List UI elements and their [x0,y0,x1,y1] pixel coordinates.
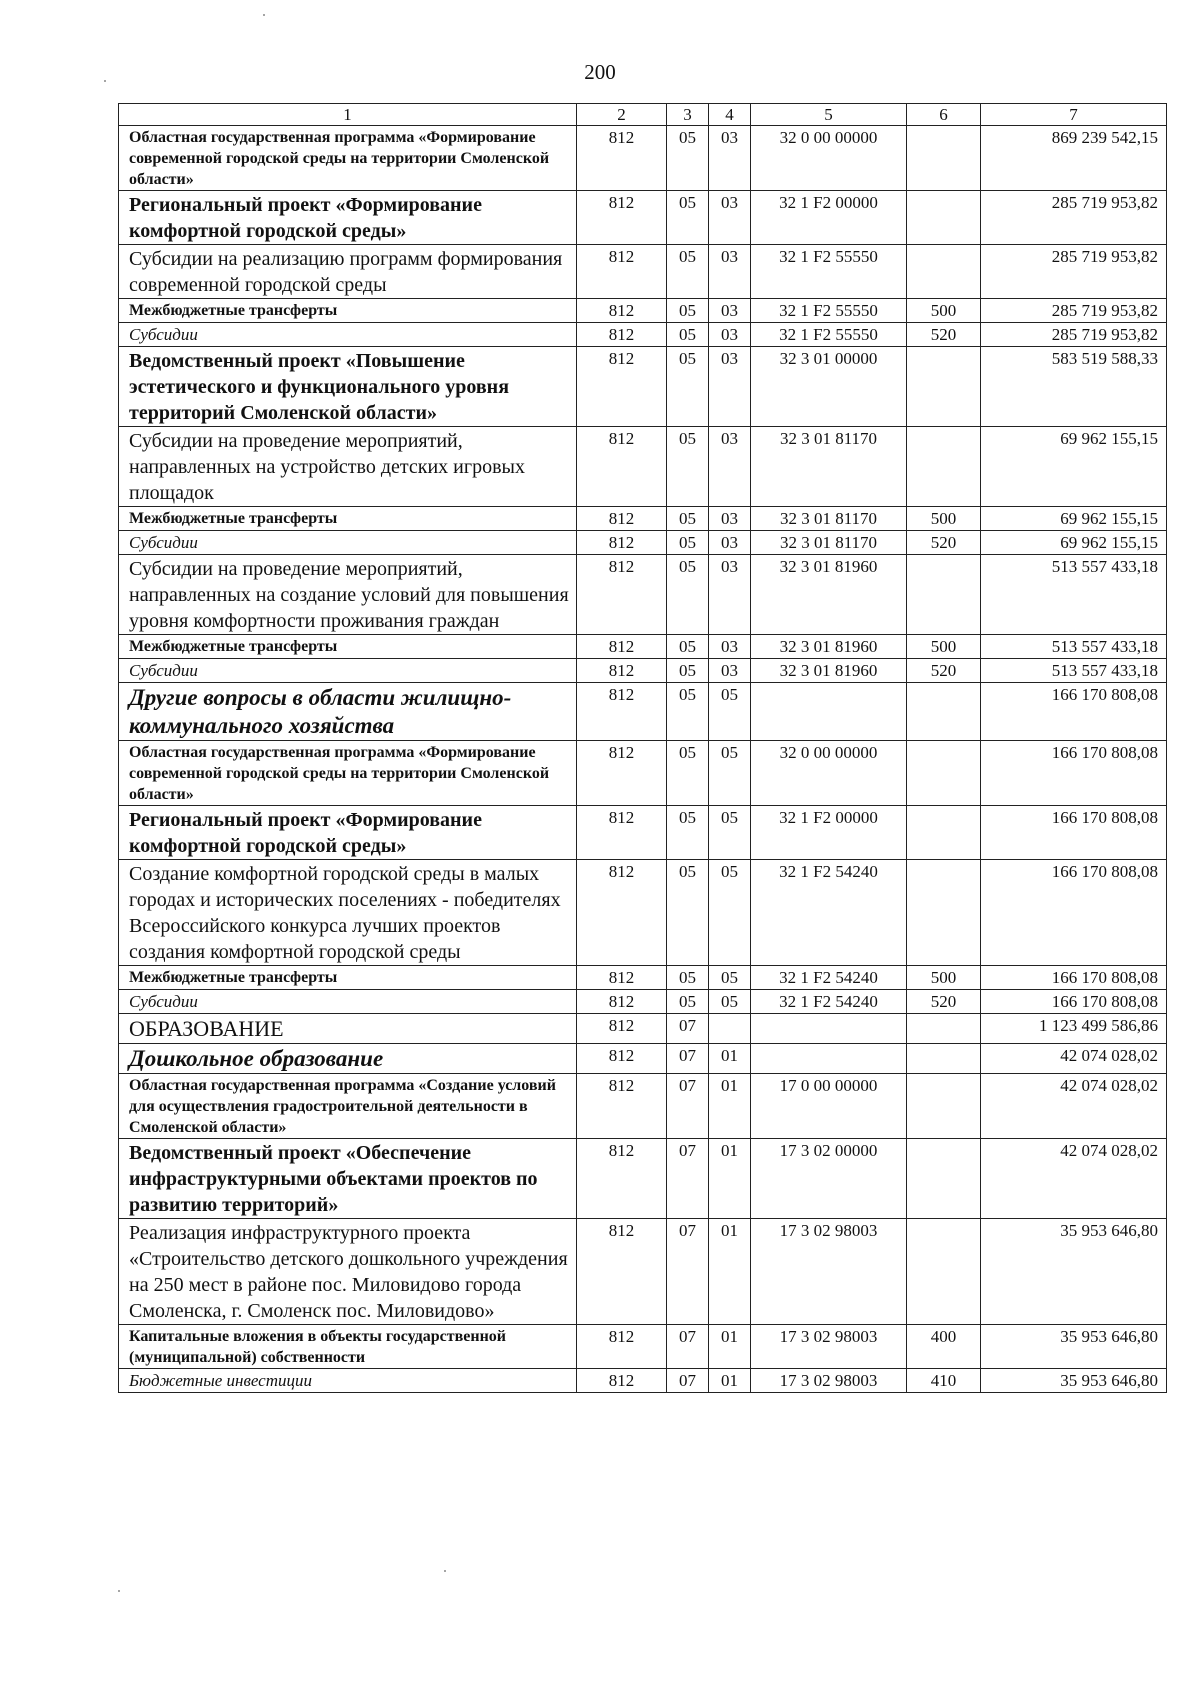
row-admin-code-cell: 812 [577,1219,667,1325]
row-subsection-cell: 01 [709,1325,751,1369]
row-name-cell: Субсидии на проведение мероприятий, направленных на создание условий для повышения уровня комфортности проживания граждан [119,555,577,635]
row-name-cell: Другие вопросы в области жилищно-коммунального хозяйства [119,683,577,741]
row-expense-type-cell [907,1044,981,1074]
row-subsection-cell: 03 [709,299,751,323]
row-expense-type-cell: 520 [907,659,981,683]
row-admin-code-cell: 812 [577,741,667,806]
table-header-row [119,104,1167,126]
row-expense-type-cell [907,245,981,299]
table-row [119,1139,1167,1219]
table-row [119,191,1167,245]
row-amount-cell: 166 170 808,08 [981,741,1167,806]
row-expense-type-cell [907,806,981,860]
row-target-article-cell: 17 3 02 00000 [751,1139,907,1219]
row-section-cell: 05 [667,659,709,683]
row-expense-type-cell [907,427,981,507]
row-admin-code-cell: 812 [577,323,667,347]
row-target-article-cell: 17 3 02 98003 [751,1325,907,1369]
page-number: 200 [584,60,616,84]
row-section-cell: 05 [667,126,709,191]
row-amount-cell: 69 962 155,15 [981,531,1167,555]
row-subsection-cell: 05 [709,966,751,990]
row-subsection-cell: 01 [709,1074,751,1139]
row-expense-type-cell [907,1219,981,1325]
table-row [119,1219,1167,1325]
table-row [119,990,1167,1014]
row-name-cell: Субсидии [119,531,577,555]
row-section-cell: 05 [667,299,709,323]
row-amount-cell: 69 962 155,15 [981,427,1167,507]
row-amount-cell: 285 719 953,82 [981,323,1167,347]
row-expense-type-cell: 500 [907,507,981,531]
row-section-cell: 05 [667,427,709,507]
row-expense-type-cell [907,860,981,966]
row-target-article-cell: 32 3 01 81960 [751,659,907,683]
header-cell: 3 [667,104,709,126]
table-row [119,966,1167,990]
row-admin-code-cell: 812 [577,1139,667,1219]
row-name-cell: Межбюджетные трансферты [119,507,577,531]
row-target-article-cell: 32 3 01 00000 [751,347,907,427]
row-amount-cell: 42 074 028,02 [981,1074,1167,1139]
table-row [119,427,1167,507]
table-row [119,635,1167,659]
row-subsection-cell: 03 [709,635,751,659]
row-section-cell: 05 [667,531,709,555]
row-amount-cell: 513 557 433,18 [981,635,1167,659]
row-section-cell: 05 [667,806,709,860]
row-admin-code-cell: 812 [577,191,667,245]
row-expense-type-cell [907,683,981,741]
row-name-cell: Капитальные вложения в объекты государственной (муниципальной) собственности [119,1325,577,1369]
row-admin-code-cell: 812 [577,659,667,683]
row-name-cell: Межбюджетные трансферты [119,966,577,990]
row-section-cell: 05 [667,347,709,427]
row-section-cell: 05 [667,245,709,299]
row-admin-code-cell: 812 [577,427,667,507]
row-amount-cell: 166 170 808,08 [981,683,1167,741]
row-admin-code-cell: 812 [577,347,667,427]
row-expense-type-cell: 500 [907,635,981,659]
table-row [119,860,1167,966]
row-target-article-cell: 32 1 F2 54240 [751,966,907,990]
row-expense-type-cell [907,741,981,806]
table-row [119,1074,1167,1139]
row-expense-type-cell [907,347,981,427]
table-row [119,1044,1167,1074]
header-cell: 6 [907,104,981,126]
row-target-article-cell: 32 0 00 00000 [751,126,907,191]
row-target-article-cell [751,1044,907,1074]
row-admin-code-cell: 812 [577,1074,667,1139]
row-amount-cell: 42 074 028,02 [981,1139,1167,1219]
header-cell: 7 [981,104,1167,126]
row-admin-code-cell: 812 [577,1369,667,1393]
row-admin-code-cell: 812 [577,806,667,860]
row-target-article-cell: 32 1 F2 55550 [751,323,907,347]
table-row [119,555,1167,635]
row-target-article-cell: 32 3 01 81170 [751,507,907,531]
row-target-article-cell: 32 1 F2 54240 [751,860,907,966]
row-name-cell: Межбюджетные трансферты [119,635,577,659]
row-admin-code-cell: 812 [577,507,667,531]
row-name-cell: Субсидии на проведение мероприятий, направленных на устройство детских игровых площадок [119,427,577,507]
row-section-cell: 05 [667,507,709,531]
row-admin-code-cell: 812 [577,126,667,191]
row-amount-cell: 166 170 808,08 [981,806,1167,860]
header-cell: 2 [577,104,667,126]
row-subsection-cell: 03 [709,126,751,191]
row-target-article-cell: 32 3 01 81960 [751,635,907,659]
row-subsection-cell: 05 [709,860,751,966]
row-admin-code-cell: 812 [577,245,667,299]
row-amount-cell: 513 557 433,18 [981,555,1167,635]
table-row [119,299,1167,323]
table-row [119,741,1167,806]
table-row [119,126,1167,191]
row-subsection-cell: 03 [709,531,751,555]
row-amount-cell: 166 170 808,08 [981,990,1167,1014]
row-subsection-cell: 01 [709,1139,751,1219]
table-row [119,323,1167,347]
row-amount-cell: 1 123 499 586,86 [981,1014,1167,1044]
table-row [119,245,1167,299]
row-amount-cell: 42 074 028,02 [981,1044,1167,1074]
row-name-cell: Бюджетные инвестиции [119,1369,577,1393]
row-section-cell: 07 [667,1139,709,1219]
row-amount-cell: 35 953 646,80 [981,1369,1167,1393]
header-cell: 1 [119,104,577,126]
row-section-cell: 05 [667,741,709,806]
row-subsection-cell: 03 [709,245,751,299]
row-subsection-cell: 03 [709,507,751,531]
row-target-article-cell: 17 3 02 98003 [751,1369,907,1393]
row-amount-cell: 35 953 646,80 [981,1325,1167,1369]
row-target-article-cell: 32 1 F2 00000 [751,806,907,860]
row-name-cell: Ведомственный проект «Обеспечение инфраструктурными объектами проектов по развитию территорий» [119,1139,577,1219]
row-name-cell: Субсидии [119,990,577,1014]
row-target-article-cell: 32 3 01 81170 [751,531,907,555]
row-subsection-cell: 01 [709,1044,751,1074]
row-admin-code-cell: 812 [577,860,667,966]
row-admin-code-cell: 812 [577,635,667,659]
row-section-cell: 07 [667,1014,709,1044]
row-admin-code-cell: 812 [577,1014,667,1044]
table-body [119,104,1167,1393]
row-expense-type-cell [907,126,981,191]
row-name-cell: ОБРАЗОВАНИЕ [119,1014,577,1044]
row-target-article-cell: 32 3 01 81170 [751,427,907,507]
row-expense-type-cell [907,1074,981,1139]
table-row [119,507,1167,531]
row-expense-type-cell: 410 [907,1369,981,1393]
row-name-cell: Субсидии на реализацию программ формирования современной городской среды [119,245,577,299]
row-admin-code-cell: 812 [577,1325,667,1369]
row-subsection-cell [709,1014,751,1044]
row-admin-code-cell: 812 [577,683,667,741]
row-admin-code-cell: 812 [577,966,667,990]
row-name-cell: Региональный проект «Формирование комфортной городской среды» [119,191,577,245]
row-target-article-cell: 32 0 00 00000 [751,741,907,806]
row-subsection-cell: 03 [709,347,751,427]
row-amount-cell: 69 962 155,15 [981,507,1167,531]
row-name-cell: Реализация инфраструктурного проекта «Строительство детского дошкольного учреждения на 250 мест в районе пос. Миловидово города Смоленска, г. Смоленск пос. Миловидово» [119,1219,577,1325]
row-subsection-cell: 03 [709,323,751,347]
table-row [119,683,1167,741]
row-subsection-cell: 01 [709,1369,751,1393]
row-subsection-cell: 05 [709,741,751,806]
row-subsection-cell: 03 [709,555,751,635]
row-name-cell: Дошкольное образование [119,1044,577,1074]
row-expense-type-cell: 400 [907,1325,981,1369]
row-target-article-cell: 17 3 02 98003 [751,1219,907,1325]
row-expense-type-cell: 520 [907,323,981,347]
row-expense-type-cell: 500 [907,966,981,990]
row-subsection-cell: 03 [709,427,751,507]
row-name-cell: Областная государственная программа «Формирование современной городской среды на территории Смоленской области» [119,741,577,806]
row-amount-cell: 285 719 953,82 [981,245,1167,299]
table-row [119,1325,1167,1369]
row-section-cell: 07 [667,1074,709,1139]
row-amount-cell: 285 719 953,82 [981,299,1167,323]
header-cell: 4 [709,104,751,126]
row-amount-cell: 513 557 433,18 [981,659,1167,683]
row-subsection-cell: 05 [709,990,751,1014]
table-row [119,1369,1167,1393]
row-target-article-cell: 32 1 F2 00000 [751,191,907,245]
row-amount-cell: 166 170 808,08 [981,966,1167,990]
row-name-cell: Областная государственная программа «Формирование современной городской среды на территории Смоленской области» [119,126,577,191]
row-amount-cell: 583 519 588,33 [981,347,1167,427]
budget-table [118,103,1167,1393]
row-subsection-cell: 03 [709,659,751,683]
row-section-cell: 07 [667,1369,709,1393]
row-amount-cell: 869 239 542,15 [981,126,1167,191]
row-name-cell: Субсидии [119,323,577,347]
row-target-article-cell: 32 3 01 81960 [751,555,907,635]
scan-speck [444,1570,446,1572]
row-name-cell: Межбюджетные трансферты [119,299,577,323]
row-section-cell: 05 [667,683,709,741]
row-admin-code-cell: 812 [577,531,667,555]
row-expense-type-cell [907,1139,981,1219]
row-subsection-cell: 03 [709,191,751,245]
row-subsection-cell: 05 [709,806,751,860]
scan-speck [263,14,265,16]
row-expense-type-cell [907,1014,981,1044]
row-target-article-cell: 32 1 F2 55550 [751,299,907,323]
row-name-cell: Региональный проект «Формирование комфортной городской среды» [119,806,577,860]
row-name-cell: Ведомственный проект «Повышение эстетического и функционального уровня территорий Смоленской области» [119,347,577,427]
header-cell: 5 [751,104,907,126]
row-section-cell: 05 [667,191,709,245]
scan-speck [104,80,106,82]
row-expense-type-cell: 500 [907,299,981,323]
table-row [119,806,1167,860]
row-section-cell: 05 [667,635,709,659]
row-expense-type-cell: 520 [907,990,981,1014]
table-row [119,347,1167,427]
row-target-article-cell [751,1014,907,1044]
row-name-cell: Субсидии [119,659,577,683]
table-row [119,1014,1167,1044]
row-section-cell: 07 [667,1219,709,1325]
row-section-cell: 05 [667,555,709,635]
row-subsection-cell: 01 [709,1219,751,1325]
row-target-article-cell: 17 0 00 00000 [751,1074,907,1139]
row-target-article-cell [751,683,907,741]
row-expense-type-cell [907,191,981,245]
row-admin-code-cell: 812 [577,555,667,635]
row-section-cell: 05 [667,990,709,1014]
row-subsection-cell: 05 [709,683,751,741]
row-section-cell: 07 [667,1325,709,1369]
row-target-article-cell: 32 1 F2 55550 [751,245,907,299]
row-admin-code-cell: 812 [577,1044,667,1074]
row-expense-type-cell: 520 [907,531,981,555]
row-name-cell: Создание комфортной городской среды в малых городах и исторических поселениях - победителях Всероссийского конкурса лучших проектов создания комфортной городской среды [119,860,577,966]
row-amount-cell: 166 170 808,08 [981,860,1167,966]
row-admin-code-cell: 812 [577,299,667,323]
row-amount-cell: 35 953 646,80 [981,1219,1167,1325]
row-section-cell: 05 [667,966,709,990]
row-expense-type-cell [907,555,981,635]
table-row [119,531,1167,555]
row-section-cell: 05 [667,323,709,347]
row-section-cell: 07 [667,1044,709,1074]
scan-speck [118,1590,120,1592]
row-name-cell: Областная государственная программа «Создание условий для осуществления градостроительной деятельности в Смоленской области» [119,1074,577,1139]
row-admin-code-cell: 812 [577,990,667,1014]
row-target-article-cell: 32 1 F2 54240 [751,990,907,1014]
table-row [119,659,1167,683]
row-amount-cell: 285 719 953,82 [981,191,1167,245]
row-section-cell: 05 [667,860,709,966]
